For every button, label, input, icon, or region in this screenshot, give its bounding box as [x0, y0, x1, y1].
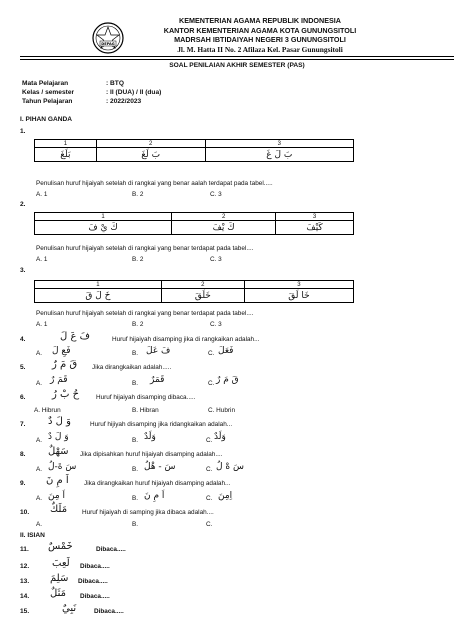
- question-text: Penulisan huruf hijaiyah setelah di rangkai yang benar terdapat pada tabel....: [36, 310, 254, 317]
- option: C. Hubrin: [208, 407, 235, 414]
- option-label: C.: [208, 380, 215, 387]
- option-arabic: قَمَرٌ: [150, 375, 165, 385]
- info-label: Kelas / semester: [22, 88, 75, 96]
- question-number: 3.: [20, 267, 26, 274]
- question-number: 1.: [20, 128, 26, 135]
- q2-options: [36, 256, 222, 263]
- option: C. 3: [210, 191, 222, 198]
- table-header: 2: [96, 140, 205, 148]
- question-arabic: مَلَكٌ: [50, 504, 68, 515]
- question-text: Dibaca.....: [80, 593, 110, 600]
- option-label: C.: [206, 437, 213, 444]
- option-label: A.: [36, 380, 43, 387]
- option: A. Hibrun: [34, 407, 61, 414]
- option-arabic: فَعَلَ: [218, 346, 234, 356]
- option: B. 2: [132, 191, 144, 198]
- q3-options: [36, 321, 222, 328]
- question-text: Huruf hijaiyah di samping jika dibaca adalah....: [82, 509, 214, 516]
- doc-title: SOAL PENILAIAN AKHIR SEMESTER (PAS): [169, 62, 305, 69]
- question-text: Dibaca.....: [94, 608, 124, 615]
- question-arabic: لَعِبَ: [52, 558, 70, 569]
- question-number: 12.: [20, 563, 30, 570]
- table-header: 3: [205, 140, 353, 148]
- table-cell: كَ يْ فَ: [35, 221, 172, 235]
- table-cell: خَا لَقَ: [244, 289, 353, 303]
- option-label: C.: [206, 495, 213, 502]
- q3-table: [34, 280, 354, 303]
- option-arabic: قَ مَ رٌ: [216, 375, 239, 385]
- option: B. 2: [132, 321, 144, 328]
- info-value: : II (DUA) / II (dua): [106, 88, 162, 96]
- table-cell: خَ لَ قَ: [35, 289, 162, 303]
- question-arabic: خَمْسٌ: [48, 541, 73, 552]
- option-arabic: سَ - هْلُ: [144, 462, 176, 472]
- table-header: 2: [161, 281, 244, 289]
- question-text: Jika dipisahkan huruf hijaiyah disamping adalah....: [80, 451, 223, 458]
- question-text: Huruf hijaiyah disamping dibaca.....: [96, 394, 196, 401]
- question-number: 10.: [20, 509, 30, 516]
- option-label: C.: [206, 521, 213, 528]
- logo-text: DEPAG: [101, 42, 115, 46]
- option-arabic: اَ مِنَ: [48, 491, 66, 501]
- q1-options: [36, 191, 222, 198]
- option-label: A.: [36, 466, 43, 473]
- option-label: B.: [132, 521, 139, 528]
- option: A. 1: [36, 321, 48, 328]
- question-text: Huruf hijiyah disamping jika ridangkaikan adalah...: [90, 421, 233, 428]
- header-address: Jl. M. Hatta II No. 2 Afilaza Kel. Pasar Gunungsitoli: [177, 44, 343, 54]
- option-arabic: فَعِ لَ: [52, 346, 71, 356]
- question-arabic: سَلِمَ: [50, 573, 69, 584]
- question-arabic: مَثَلٌ: [50, 588, 66, 599]
- option-arabic: سَ ةَ-لُ: [48, 462, 77, 472]
- table-cell: كَ يْفَ: [172, 221, 276, 235]
- option-label: A.: [36, 437, 43, 444]
- section-title-multiple-choice: I. PIHAN GANDA: [20, 116, 73, 123]
- table-header: 1: [35, 281, 162, 289]
- option-label: C.: [206, 466, 213, 473]
- table-cell: بَ لَ غَ: [205, 148, 353, 162]
- question-number: 9.: [20, 480, 26, 487]
- question-arabic: وَ لَ دٌ: [48, 416, 71, 427]
- option-label: B.: [132, 350, 139, 357]
- table-header: 1: [35, 213, 172, 221]
- table-cell: كَيْفَ: [276, 221, 354, 235]
- question-number: 15.: [20, 608, 30, 615]
- question-arabic: سَهْلٌ: [48, 446, 69, 457]
- question-text: Penulisan huruf hijaiyah setelah di rangkai yang benar terdapat pada tabel....: [36, 245, 254, 252]
- question-text: Dibaca.....: [80, 563, 110, 570]
- option: B. Hibran: [132, 407, 159, 414]
- question-number: 14.: [20, 593, 30, 600]
- option-arabic: قَمَ رٌ: [50, 375, 68, 385]
- option-label: C.: [208, 350, 215, 357]
- option: A. 1: [36, 256, 48, 263]
- table-header: 2: [172, 213, 276, 221]
- header-divider-thin: [20, 59, 454, 60]
- q6-options: [34, 407, 235, 414]
- question-text: Jika dirangkaikan huruf hijaiyah disamping adalah...: [84, 480, 231, 487]
- header-line-3: MADRSAH IBTIDAIYAH NEGERI 3 GUNUNGSITOLI: [174, 35, 346, 45]
- option-arabic: فَ عَلَ: [146, 346, 171, 356]
- option-arabic: سَ هْ لُ: [216, 462, 244, 472]
- option: C. 3: [210, 256, 222, 263]
- table-header: 1: [35, 140, 97, 148]
- option-arabic: وَلَدٌ: [144, 432, 156, 442]
- question-text: Penulisan huruf hijaiyah setelah di rangkai yang benar aalah terdapat pada tabel.....: [36, 180, 273, 187]
- option-label: A.: [36, 521, 43, 528]
- option-label: B.: [132, 437, 139, 444]
- question-number: 13.: [20, 578, 30, 585]
- option: B. 2: [132, 256, 144, 263]
- option-arabic: وَلَدٌ: [214, 432, 226, 442]
- question-text: Huruf hijaiyah disamping jika di rangkaikan adalah...: [112, 336, 260, 343]
- table-cell: خَلَقَ: [161, 289, 244, 303]
- table-header: 3: [244, 281, 353, 289]
- info-label: Tahun Pelajaran: [22, 97, 73, 105]
- option-arabic: اَ مِ نَ: [144, 491, 165, 501]
- letterhead: [130, 16, 390, 54]
- option: A. 1: [36, 191, 48, 198]
- question-text: Jika dirangkaikan adalah.....: [92, 364, 172, 371]
- option-arabic: وَ لَ دٌ: [48, 432, 69, 442]
- q2-table: [34, 212, 354, 235]
- option-label: B.: [132, 495, 139, 502]
- question-text: Dibaca.....: [78, 578, 108, 585]
- header-line-1: KEMENTERIAN AGAMA REPUBLIK INDONESIA: [179, 16, 341, 25]
- question-number: 4.: [20, 336, 26, 343]
- table-header: 3: [276, 213, 354, 221]
- question-arabic: اَ مِ نَ: [46, 475, 69, 486]
- question-number: 7.: [20, 421, 26, 428]
- question-number: 2.: [20, 201, 26, 208]
- option-label: B.: [132, 380, 139, 387]
- option-label: A.: [36, 350, 43, 357]
- ministry-logo: [92, 22, 124, 54]
- header-line-2: KANTOR KEMENTERIAN AGAMA KOTA GUNUNGSITOLI: [163, 25, 357, 35]
- question-number: 11.: [20, 546, 29, 553]
- q1-table: [34, 139, 354, 162]
- question-number: 5.: [20, 364, 26, 371]
- table-cell: بَلَغَ: [35, 148, 97, 162]
- info-label: Mata Pelajaran: [22, 80, 69, 87]
- info-value: : 2022/2023: [106, 97, 142, 105]
- table-cell: بَ لَغَ: [96, 148, 205, 162]
- option: C. 3: [210, 321, 222, 328]
- option-label: B.: [132, 466, 139, 473]
- question-text: Dibaca.....: [96, 546, 126, 553]
- question-arabic: قَ مَ رٌ: [52, 359, 78, 370]
- header-divider: [20, 56, 454, 57]
- question-arabic: حُ بْ رُ: [52, 389, 80, 400]
- info-value: : BTQ: [106, 80, 124, 87]
- option-label: A.: [36, 495, 43, 502]
- question-arabic: نَبِيٌ: [62, 603, 77, 614]
- exam-info: [22, 80, 161, 106]
- question-number: 8.: [20, 451, 26, 458]
- question-number: 6.: [20, 394, 26, 401]
- option-arabic: اِمِنَ: [218, 491, 233, 501]
- question-arabic: فَ عَ لَ: [60, 331, 90, 342]
- section-title-isian: II. ISIAN: [20, 532, 45, 539]
